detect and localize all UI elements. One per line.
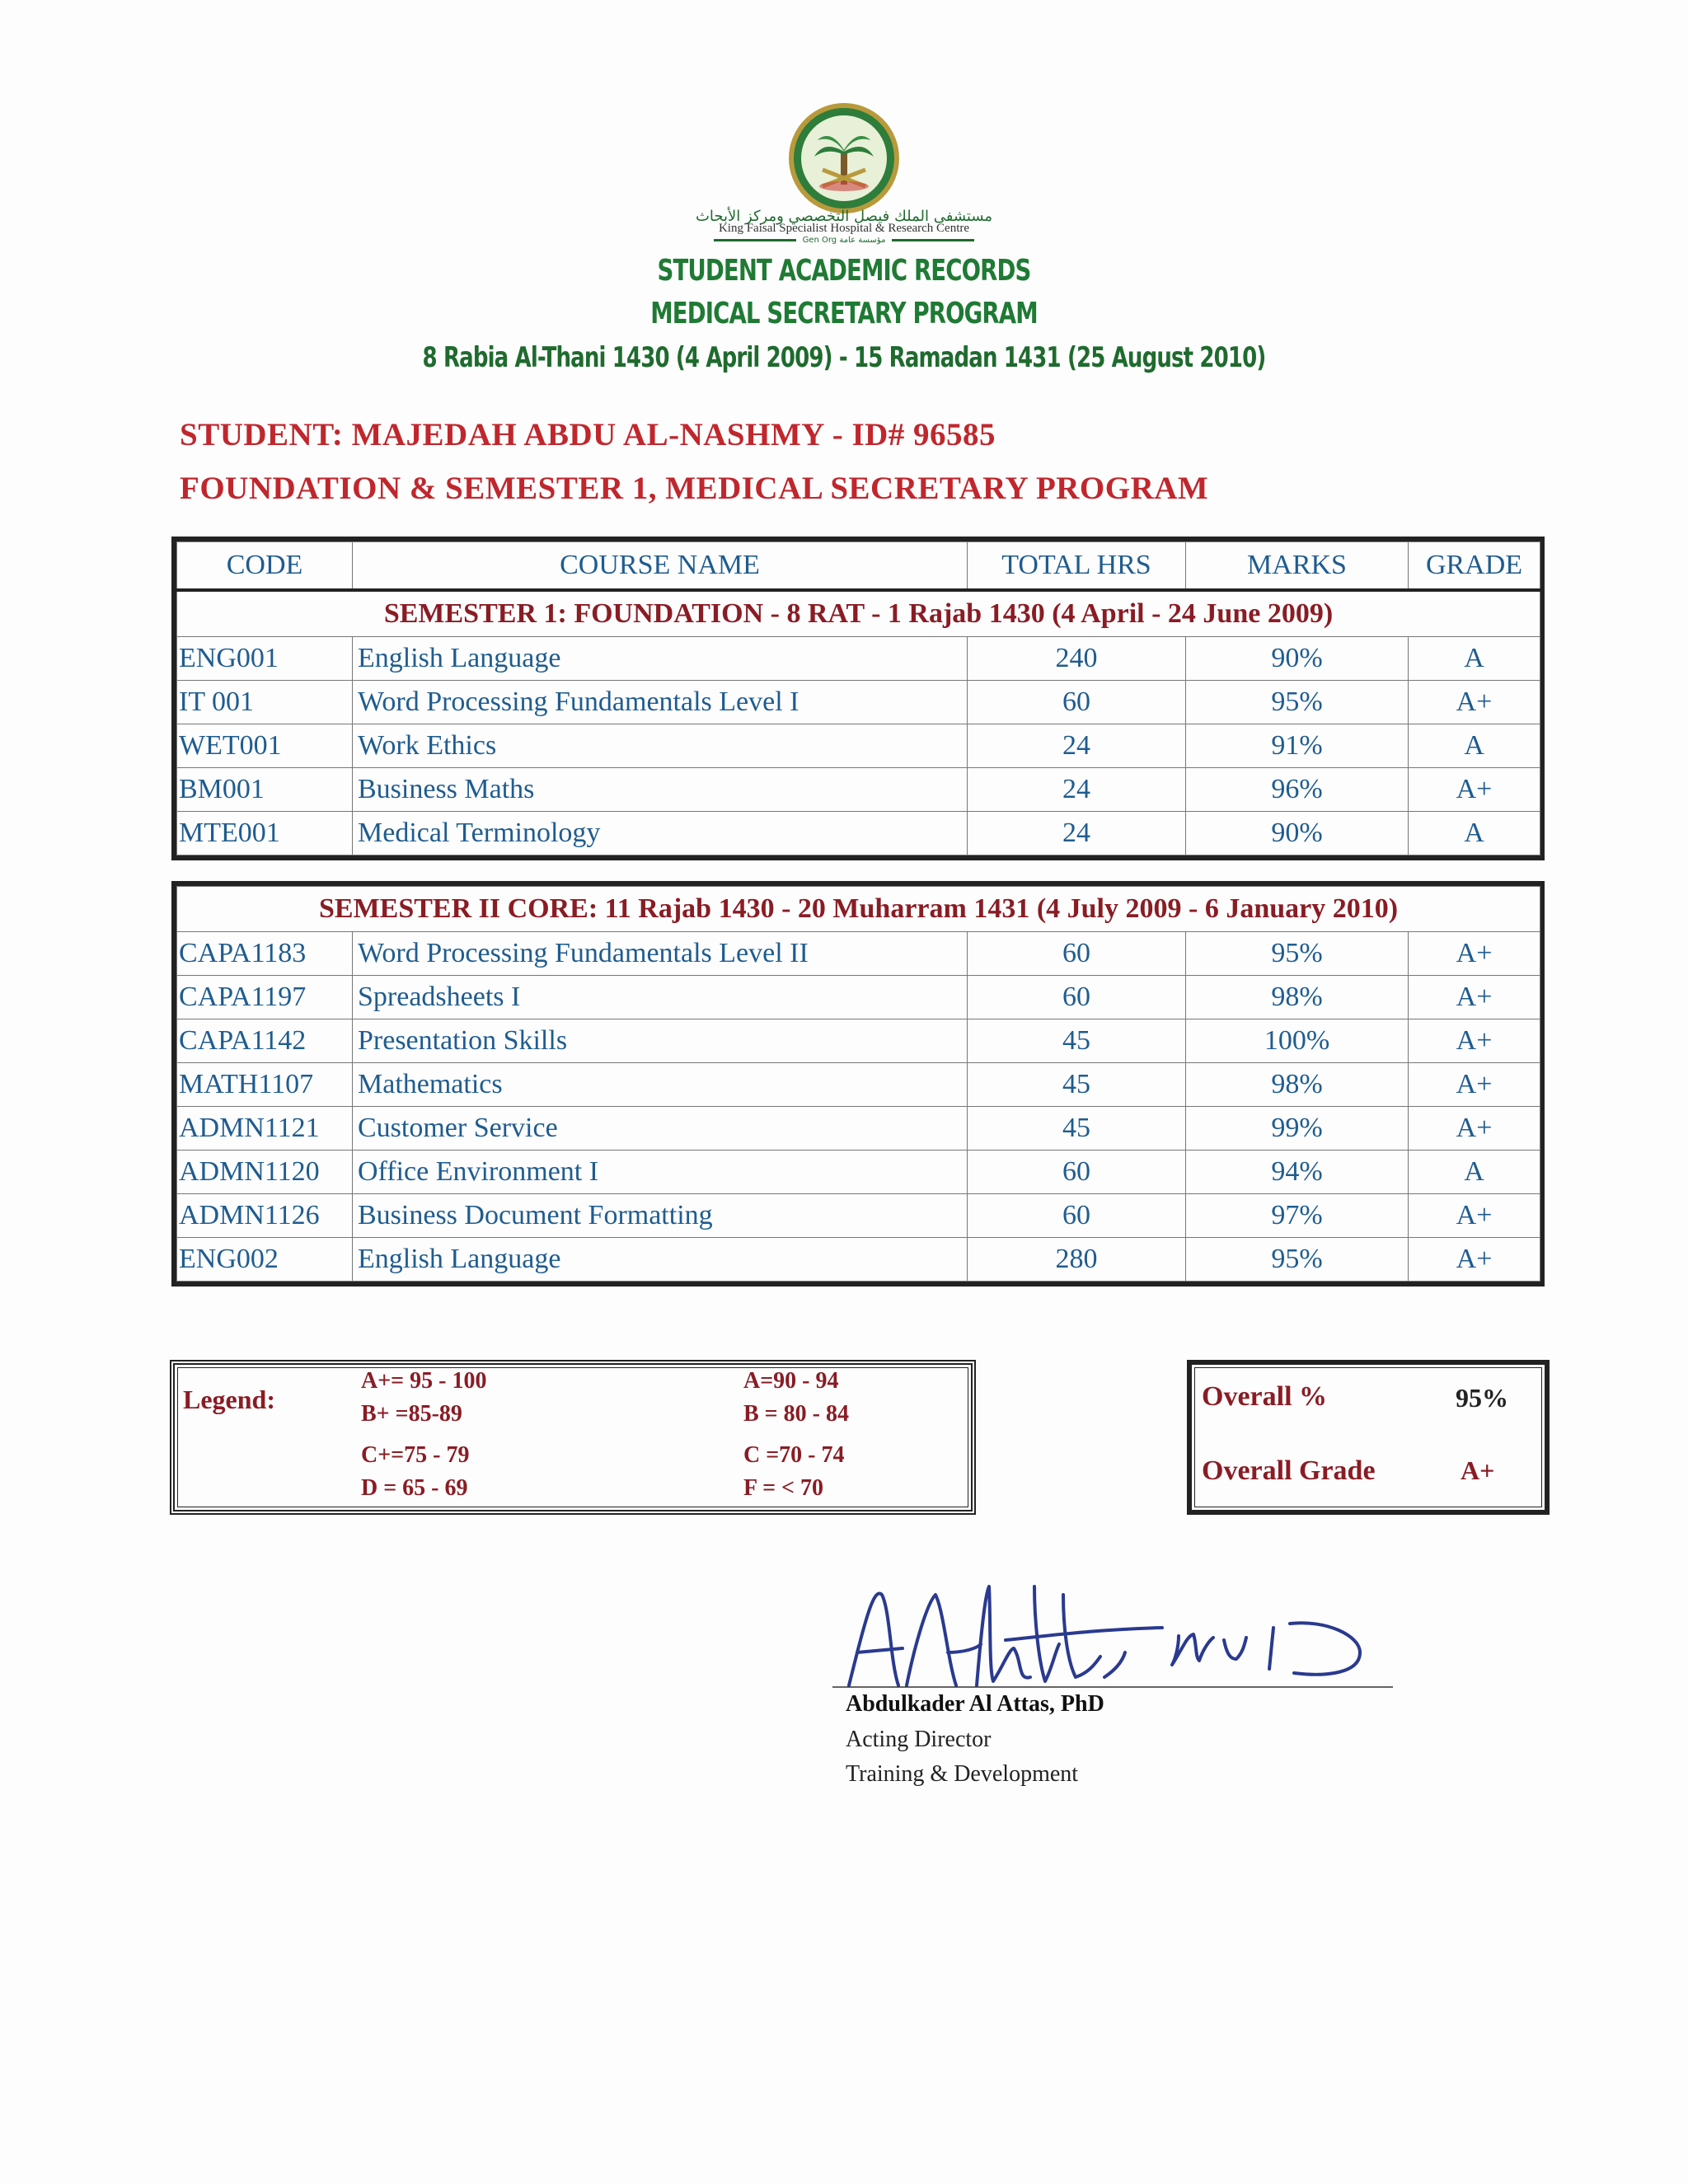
table-row	[177, 932, 1540, 976]
course-name: Customer Service	[353, 1107, 968, 1151]
grade: A+	[1409, 1019, 1540, 1063]
course-name: Medical Terminology	[353, 812, 968, 855]
semester-2-table	[171, 881, 1545, 1286]
legend-item: A+= 95 - 100	[361, 1368, 487, 1394]
signatory-name: Abdulkader Al Attas, PhD	[846, 1691, 1104, 1717]
semester-1-title: SEMESTER 1: FOUNDATION - 8 RAT - 1 Rajab 1430 (4 April - 24 June 2009)	[177, 590, 1540, 637]
total-hrs: 24	[968, 724, 1186, 768]
col-header-code: CODE	[177, 542, 353, 591]
grade: A	[1409, 637, 1540, 681]
total-hrs: 280	[968, 1238, 1186, 1282]
grade: A+	[1409, 768, 1540, 812]
table-row	[177, 1151, 1540, 1194]
grade: A+	[1409, 681, 1540, 724]
table-row	[177, 637, 1540, 681]
marks: 90%	[1186, 812, 1409, 855]
course-name: Mathematics	[353, 1063, 968, 1107]
total-hrs: 60	[968, 932, 1186, 976]
signatory-department: Training & Development	[846, 1761, 1079, 1787]
overall-percent-label: Overall %	[1202, 1381, 1328, 1412]
org-name-arabic: مستشفى الملك فيصل التخصصي ومركز الأبحاث	[695, 208, 993, 225]
legend-item: B+ =85-89	[361, 1401, 462, 1427]
divider	[892, 239, 974, 241]
total-hrs: 60	[968, 976, 1186, 1019]
course-code: IT 001	[177, 681, 353, 724]
table-row	[177, 1019, 1540, 1063]
marks: 91%	[1186, 724, 1409, 768]
date-range: 8 Rabia Al-Thani 1430 (4 April 2009) - 15 Ramadan 1431 (25 August 2010)	[422, 341, 1266, 374]
org-sub-text: Gen Org مؤسسة عامة	[802, 236, 886, 245]
semester-2-title: SEMESTER II CORE: 11 Rajab 1430 - 20 Muharram 1431 (4 July 2009 - 6 January 2010)	[177, 887, 1540, 932]
course-code: ENG002	[177, 1238, 353, 1282]
grade: A+	[1409, 1194, 1540, 1238]
marks: 98%	[1186, 1063, 1409, 1107]
grade: A+	[1409, 932, 1540, 976]
legend-item: C =70 - 74	[743, 1442, 845, 1468]
student-info: STUDENT: MAJEDAH ABDU AL-NASHMY - ID# 96585	[180, 417, 996, 452]
table-row	[177, 976, 1540, 1019]
marks: 94%	[1186, 1151, 1409, 1194]
course-name: Office Environment I	[353, 1151, 968, 1194]
grade: A+	[1409, 1107, 1540, 1151]
total-hrs: 24	[968, 768, 1186, 812]
table-row	[177, 1063, 1540, 1107]
total-hrs: 45	[968, 1019, 1186, 1063]
table-row	[177, 681, 1540, 724]
semester-1-table	[171, 537, 1545, 860]
course-code: CAPA1183	[177, 932, 353, 976]
overall-grade-value: A+	[1461, 1455, 1495, 1485]
table-row	[177, 812, 1540, 855]
course-code: MATH1107	[177, 1063, 353, 1107]
grade: A	[1409, 1151, 1540, 1194]
program-info: FOUNDATION & SEMESTER 1, MEDICAL SECRETARY PROGRAM	[180, 471, 1209, 506]
total-hrs: 60	[968, 1194, 1186, 1238]
marks: 100%	[1186, 1019, 1409, 1063]
marks: 95%	[1186, 681, 1409, 724]
document-title: STUDENT ACADEMIC RECORDS	[657, 254, 1031, 288]
course-code: MTE001	[177, 812, 353, 855]
course-name: Business Maths	[353, 768, 968, 812]
total-hrs: 240	[968, 637, 1186, 681]
col-header-hrs: TOTAL HRS	[968, 542, 1186, 591]
course-code: BM001	[177, 768, 353, 812]
marks: 97%	[1186, 1194, 1409, 1238]
grade: A	[1409, 812, 1540, 855]
grade: A+	[1409, 1238, 1540, 1282]
overall-grade-label: Overall Grade	[1202, 1455, 1376, 1486]
course-code: ENG001	[177, 637, 353, 681]
org-subtitle	[0, 236, 1688, 245]
program-title: MEDICAL SECRETARY PROGRAM	[650, 297, 1038, 330]
signatory-title: Acting Director	[846, 1727, 992, 1752]
total-hrs: 24	[968, 812, 1186, 855]
table-row	[177, 1238, 1540, 1282]
course-code: CAPA1197	[177, 976, 353, 1019]
table-row	[177, 1194, 1540, 1238]
total-hrs: 45	[968, 1107, 1186, 1151]
course-name: Work Ethics	[353, 724, 968, 768]
course-name: Spreadsheets I	[353, 976, 968, 1019]
legend-item: B = 80 - 84	[743, 1401, 849, 1427]
total-hrs: 60	[968, 1151, 1186, 1194]
col-header-marks: MARKS	[1186, 542, 1409, 591]
marks: 90%	[1186, 637, 1409, 681]
marks: 95%	[1186, 932, 1409, 976]
grade: A+	[1409, 976, 1540, 1019]
course-code: CAPA1142	[177, 1019, 353, 1063]
grade: A	[1409, 724, 1540, 768]
course-code: ADMN1120	[177, 1151, 353, 1194]
table-row	[177, 768, 1540, 812]
grade: A+	[1409, 1063, 1540, 1107]
course-name: English Language	[353, 637, 968, 681]
total-hrs: 60	[968, 681, 1186, 724]
legend-item: F = < 70	[743, 1475, 823, 1501]
course-code: WET001	[177, 724, 353, 768]
col-header-grade: GRADE	[1409, 542, 1540, 591]
legend-label: Legend:	[183, 1385, 275, 1414]
col-header-course: COURSE NAME	[353, 542, 968, 591]
course-name: English Language	[353, 1238, 968, 1282]
hospital-logo-icon	[786, 101, 902, 216]
handwritten-signature-icon	[832, 1570, 1409, 1694]
course-name: Presentation Skills	[353, 1019, 968, 1063]
overall-summary	[1187, 1360, 1550, 1515]
marks: 95%	[1186, 1238, 1409, 1282]
marks: 98%	[1186, 976, 1409, 1019]
total-hrs: 45	[968, 1063, 1186, 1107]
org-name-english: King Faisal Specialist Hospital & Research Centre	[718, 222, 970, 235]
table-row	[177, 1107, 1540, 1151]
marks: 96%	[1186, 768, 1409, 812]
marks: 99%	[1186, 1107, 1409, 1151]
grade-legend	[170, 1360, 976, 1515]
course-code: ADMN1121	[177, 1107, 353, 1151]
course-name: Word Processing Fundamentals Level II	[353, 932, 968, 976]
course-code: ADMN1126	[177, 1194, 353, 1238]
table-row	[177, 724, 1540, 768]
overall-percent-value: 95%	[1456, 1383, 1508, 1413]
divider	[714, 239, 796, 241]
legend-item: A=90 - 94	[743, 1368, 839, 1394]
course-name: Business Document Formatting	[353, 1194, 968, 1238]
legend-item: D = 65 - 69	[361, 1475, 468, 1501]
course-name: Word Processing Fundamentals Level I	[353, 681, 968, 724]
legend-item: C+=75 - 79	[361, 1442, 470, 1468]
